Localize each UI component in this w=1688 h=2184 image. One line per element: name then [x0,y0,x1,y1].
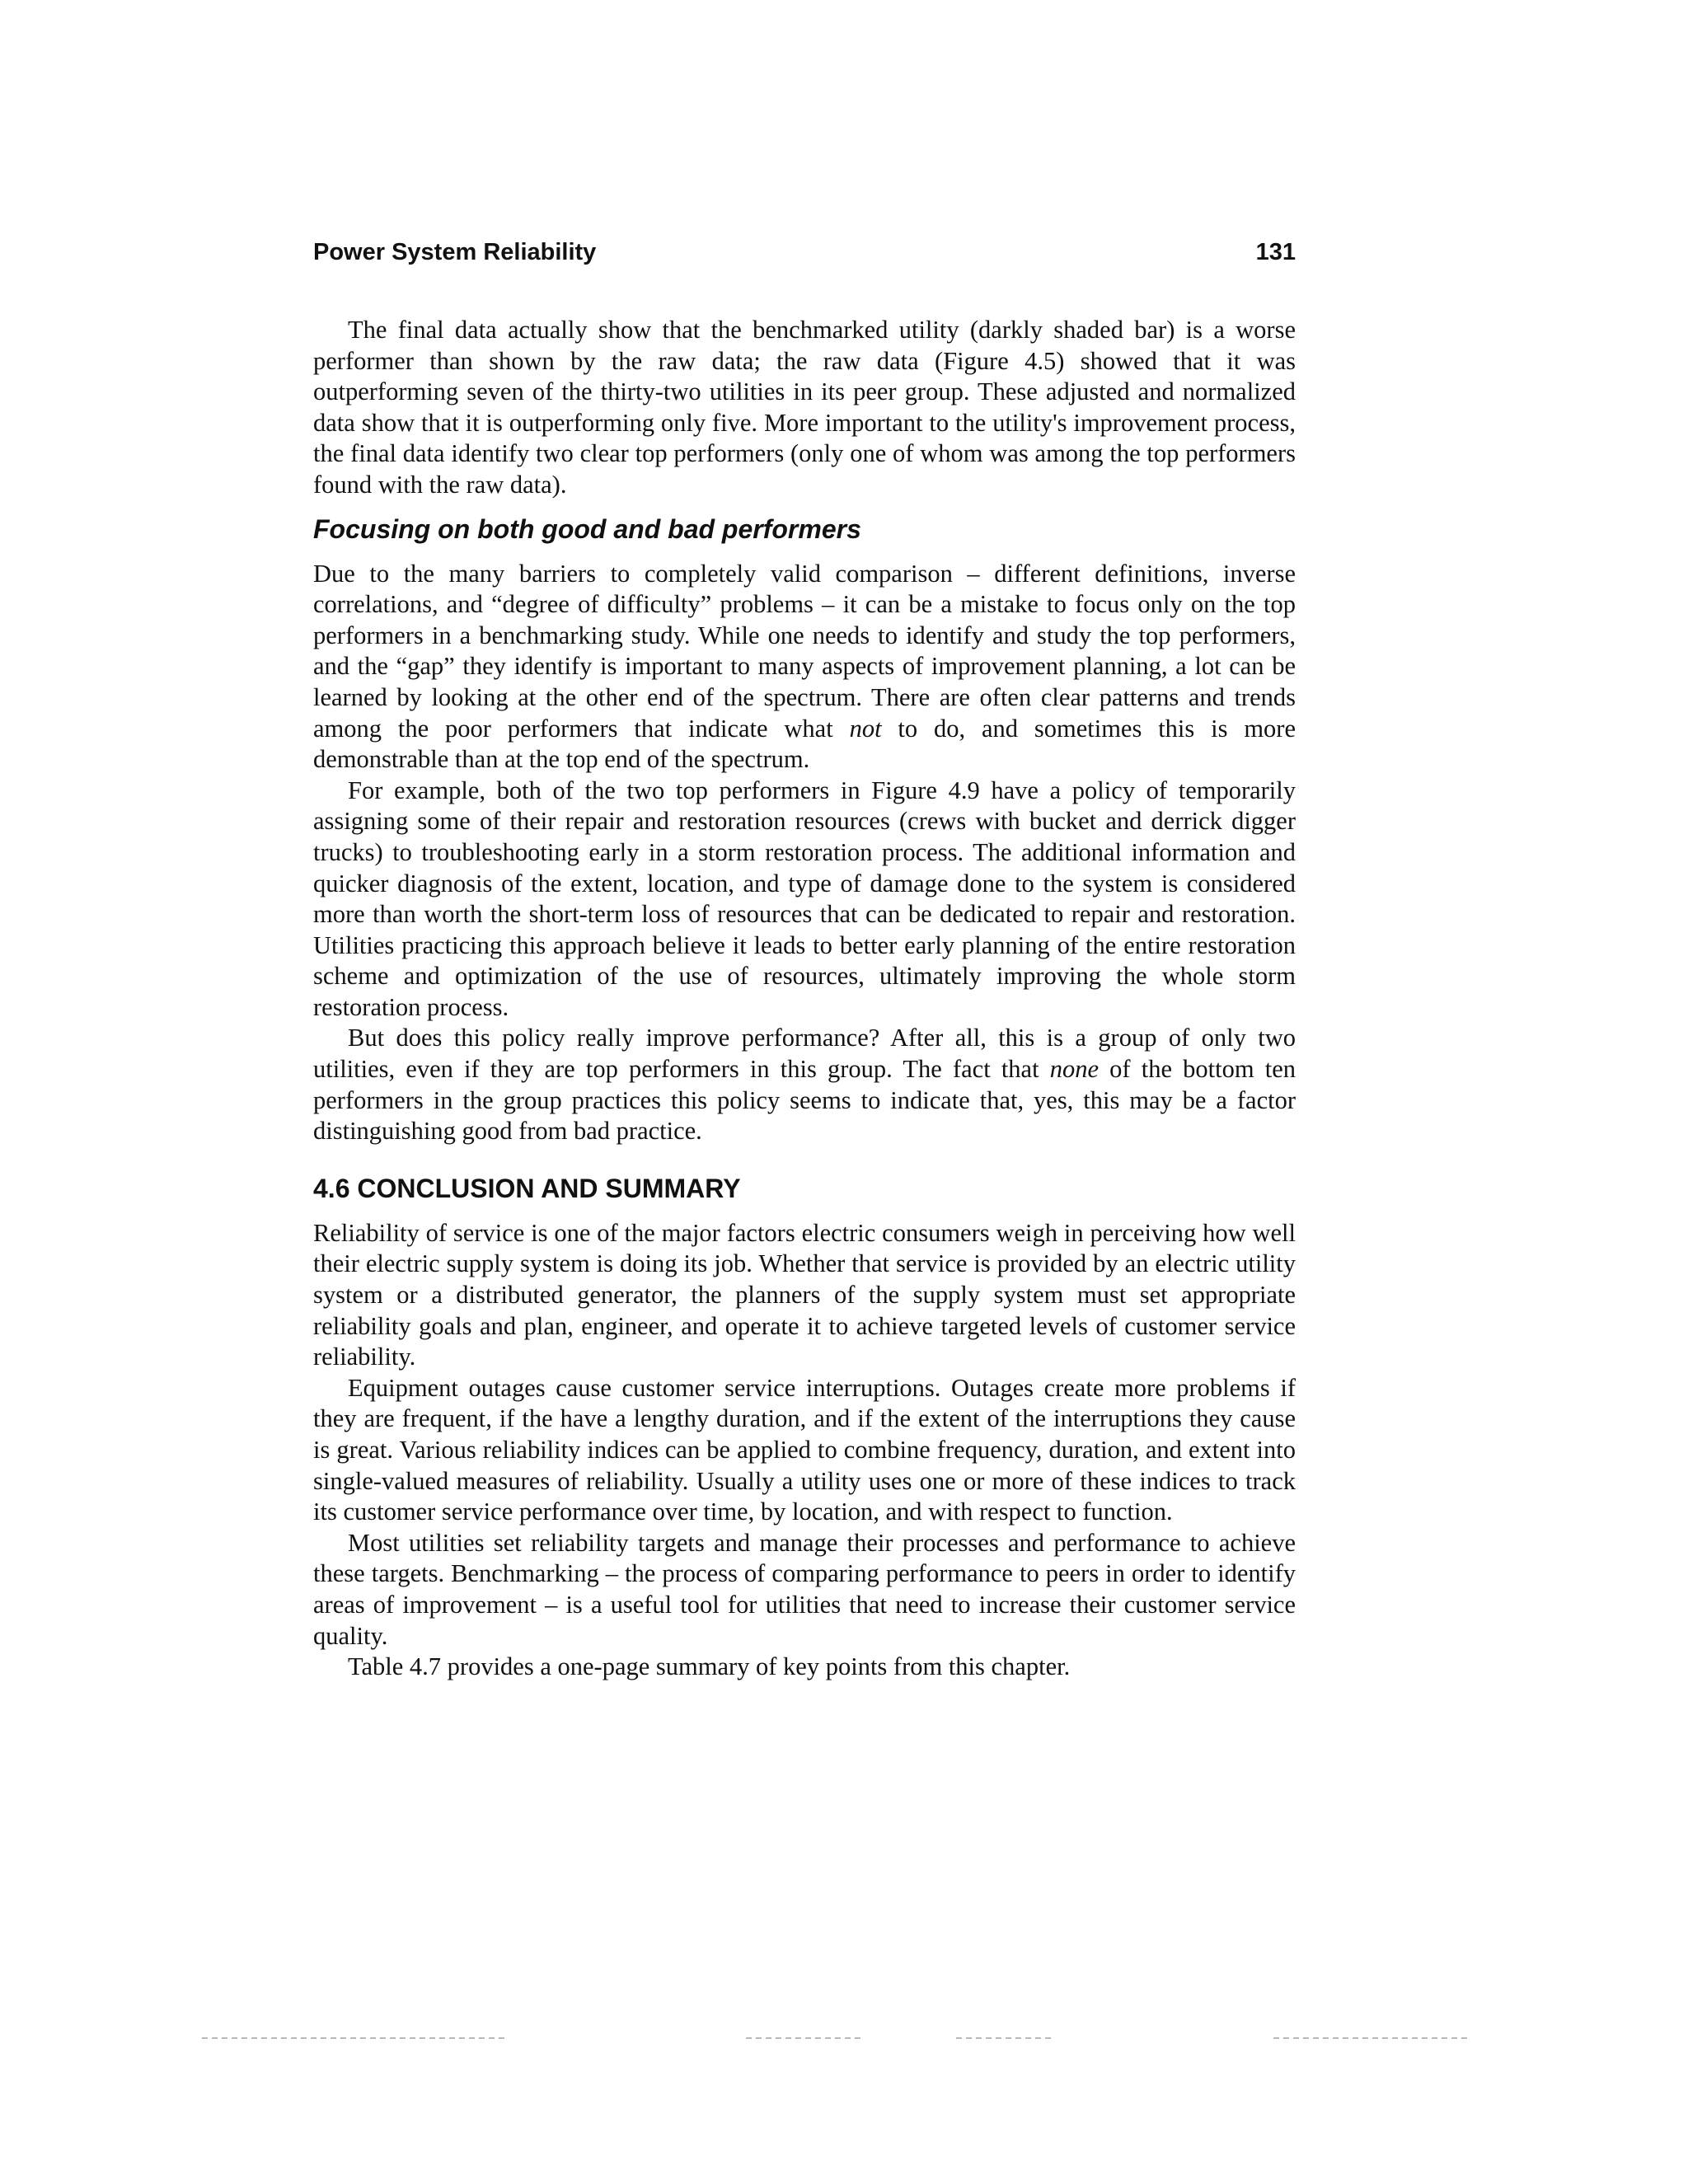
intro-paragraph-text: The final data actually show that the benchmarked utility (darkly shaded bar) is a worse performer than shown by the raw data; the raw data (Figure 4.5) showed that it was outperforming seven of the thirty-two utilities in its peer group. These adjusted and normalized data show that it is outperforming only five. More important to the utility's improvement process, the final data identify two clear top performers (only one of whom was among the top performers found with the raw data). [313,316,1296,499]
scan-artifact-line-mid-right [956,2037,1055,2039]
subsection-heading: Focusing on both good and bad performers [313,513,861,544]
scan-artifact-line-left [202,2037,507,2039]
subsection-p3-emphasis: none [1049,1055,1100,1084]
page-number: 131 [1255,239,1296,265]
subsection-paragraph-2: For example, both of the two top performers in Figure 4.9 have a policy of temporarily assigning some of their repair and restoration resources (crews with bucket and derrick digger trucks) to troubleshooting early in a storm restoration process. The additional information and quicker diagnosis of the extent, location, and type of damage done to the system is considered more than worth the short-term loss of resources that can be dedicated to repair and restoration. Utilities practicing this approach believe it leads to better early planning of the entire restoration scheme and optimization of the use of resources, ultimately improving the whole storm restoration process. [313,776,1296,1021]
book-page [313,239,1296,1683]
section-paragraph-2: Equipment outages cause customer service interruptions. Outages create more problems if they are frequent, if the have a lengthy duration, and if the extent of the interruptions they cause is great. Various reliability indices can be applied to combine frequency, duration, and extent into single-valued measures of reliability. Usually a utility uses one or more of these indices to track its customer service performance over time, by location, and with respect to function. [313,1373,1296,1526]
subsection-paragraph-3 [313,1023,1296,1146]
scan-artifact-line-mid-left [746,2037,861,2039]
scan-artifact-line-right [1273,2037,1467,2039]
section-paragraph-1: Reliability of service is one of the major factors electric consumers weigh in perceiving how well their electric supply system is doing its job. Whether that service is provided by an electric utility system or a distributed generator, the planners of the supply system must set appropriate reliability goals and plan, engineer, and operate it to achieve targeted levels of customer service reliability. [313,1218,1296,1371]
intro-paragraph [313,315,1296,501]
section-paragraph-3: Most utilities set reliability targets and manage their processes and performance to achieve these targets. Benchmarking – the process of comparing performance to peers in order to identify areas of improvement – is a useful tool for utilities that need to increase their customer service quality. [313,1528,1296,1650]
subsection-p1-text-b: to do, and sometimes this is more demonstrable than at the top end of the spectrum. [313,714,1296,774]
subsection-paragraph-1 [313,559,1296,776]
running-header [313,239,1296,272]
subsection-p3-text-a: But does this policy really improve performance? After all, this is a group of only two utilities, even if they are top performers in this group. The fact that [313,1024,1296,1084]
section-paragraph-4: Table 4.7 provides a one-page summary of key points from this chapter. [348,1652,1071,1681]
running-title: Power System Reliability [313,239,597,265]
subsection-p1-emphasis: not [849,714,882,743]
subsection-p1-text-a: Due to the many barriers to completely valid comparison – different definitions, inverse correlations, and “degree of difficulty” problems – it can be a mistake to focus only on the top performers in a benchmarking study. While one needs to identify and study the top performers, and the “gap” they identify is important to many aspects of improvement planning, a lot can be learned by looking at the other end of the spectrum. There are often clear patterns and trends among the poor performers that indicate what [313,559,1296,743]
section-heading: 4.6 CONCLUSION AND SUMMARY [313,1173,741,1203]
subsection-p3-text-b: of the bottom ten performers in the group practices this policy seems to indicate that, yes, this may be a factor distinguishing good from bad practice. [313,1055,1296,1146]
